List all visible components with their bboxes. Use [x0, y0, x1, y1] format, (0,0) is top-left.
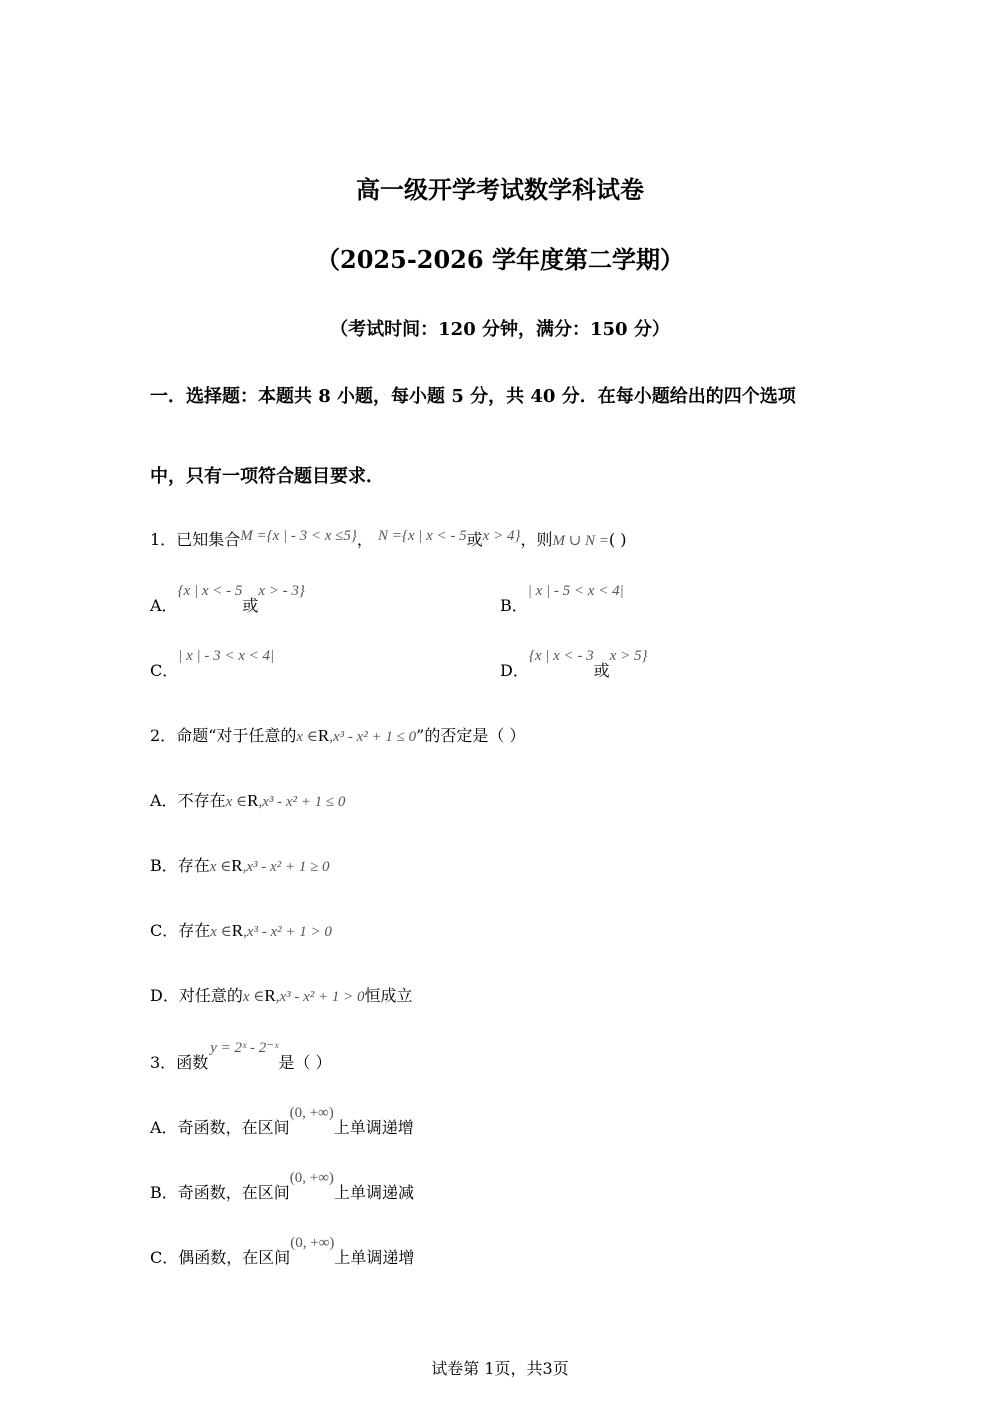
real-set-symbol: R [247, 791, 259, 810]
option-label: C． [150, 661, 179, 680]
question-text: 已知集合 [176, 530, 241, 549]
q3-option-b [150, 1170, 414, 1206]
exam-info: （考试时间：120 分钟，满分：150 分） [330, 319, 670, 340]
option-label: B． [150, 1183, 178, 1202]
option-d-formula-part2: x > 5} [609, 648, 648, 664]
option-d-formula-part1: {x | x < - 3 [528, 648, 594, 664]
then-text: ，则 [520, 530, 553, 549]
q1-option-b [500, 583, 624, 619]
option-label: B． [500, 596, 528, 615]
option-suffix: 上单调递减 [333, 1183, 414, 1202]
option-suffix: 上单调递增 [333, 1118, 414, 1137]
real-set-symbol: R [264, 986, 276, 1005]
option-suffix: 上单调递增 [334, 1248, 415, 1267]
question-number: 1． [150, 530, 177, 549]
option-text: 奇函数，在区间 [177, 1118, 290, 1137]
q2-option-a: A．不存在x ∈R,x³ - x² + 1 ≤ 0 [150, 789, 345, 814]
question-text: 命题“对于任意的 [176, 726, 297, 745]
option-text: 不存在 [177, 791, 226, 810]
question-1 [150, 528, 627, 553]
x-in-symbol: x ∈ [225, 794, 248, 810]
polynomial-formula: x³ - x² + 1 ≤ 0 [262, 794, 346, 810]
real-set-symbol: R [231, 856, 243, 875]
function-formula: y = 2ˣ - 2⁻ˣ [210, 1040, 279, 1056]
q1-option-a [150, 583, 305, 619]
x-in-symbol: x ∈ [209, 859, 232, 875]
option-text: 奇函数，在区间 [177, 1183, 290, 1202]
option-label: A． [150, 596, 178, 615]
exam-subtitle: （2025-2026 学年度第二学期） [316, 245, 684, 274]
q2-option-b: B．存在x ∈R,x³ - x² + 1 ≥ 0 [150, 854, 330, 879]
option-text: 存在 [177, 856, 210, 875]
q2-option-d: D．对任意的x ∈R,x³ - x² + 1 > 0恒成立 [150, 984, 413, 1009]
q1-option-c [150, 648, 275, 684]
option-label: D． [150, 986, 179, 1005]
interval-formula: (0, +∞) [289, 1170, 334, 1186]
question-suffix: 是（ ） [278, 1053, 332, 1072]
or-text: 或 [593, 661, 610, 680]
q1-option-d [500, 648, 648, 684]
question-suffix: ”的否定是（ ） [416, 726, 526, 745]
option-text: 对任意的 [178, 986, 243, 1005]
question-3 [150, 1040, 332, 1076]
or-text: 或 [466, 530, 483, 549]
interval-formula: (0, +∞) [289, 1105, 334, 1121]
answer-blank: ( ) [608, 530, 627, 549]
section-heading-line1: 一．选择题：本题共 8 小题，每小题 5 分，共 40 分．在每小题给出的四个选项 [150, 386, 796, 407]
q3-option-a [150, 1105, 414, 1141]
question-text: 函数 [176, 1053, 209, 1072]
question-number: 3． [150, 1053, 177, 1072]
set-n-formula-part2: x > 4} [482, 528, 521, 544]
set-n-formula-part1: N ={x | x < - 5 [377, 528, 467, 544]
real-set-symbol: R [231, 921, 244, 940]
x-in-symbol: x ∈ [242, 989, 265, 1005]
option-label: C． [150, 1248, 179, 1267]
question-2: 2．命题“对于任意的x ∈R,x³ - x² + 1 ≤ 0”的否定是（ ） [150, 724, 525, 749]
option-text: 偶函数，在区间 [178, 1248, 291, 1267]
option-label: A． [150, 791, 178, 810]
option-label: C． [150, 921, 179, 940]
option-label: B． [150, 856, 178, 875]
polynomial-formula: x³ - x² + 1 ≤ 0 [332, 729, 417, 745]
set-m-formula: M ={x | - 3 < x ≤5} [240, 528, 357, 544]
option-label: D． [500, 661, 529, 680]
page-footer: 试卷第 1页，共3页 [431, 1359, 569, 1378]
exam-title: 高一级开学考试数学科试卷 [356, 175, 644, 204]
q2-option-c: C．存在x ∈R,x³ - x² + 1 > 0 [150, 919, 332, 944]
real-set-symbol: R [317, 726, 330, 745]
polynomial-formula: x³ - x² + 1 ≥ 0 [246, 859, 330, 875]
interval-formula: (0, +∞) [290, 1235, 335, 1251]
q3-option-c [150, 1235, 415, 1271]
polynomial-formula: x³ - x² + 1 > 0 [246, 924, 332, 940]
option-a-formula-part2: x > - 3} [258, 583, 305, 599]
section-heading-line2: 中，只有一项符合题目要求． [150, 466, 384, 487]
option-b-formula: | x | - 5 < x < 4| [527, 583, 624, 599]
option-c-formula: | x | - 3 < x < 4| [178, 648, 275, 664]
union-formula: M ∪ N = [552, 533, 609, 549]
x-in-symbol: x ∈ [210, 924, 232, 940]
x-in-symbol: x ∈ [296, 729, 318, 745]
or-text: 或 [242, 596, 259, 615]
option-a-formula-part1: {x | x < - 5 [177, 583, 243, 599]
option-label: A． [150, 1118, 178, 1137]
comma: ， [356, 530, 373, 549]
polynomial-formula: x³ - x² + 1 > 0 [279, 989, 365, 1005]
option-suffix: 恒成立 [364, 986, 413, 1005]
option-text: 存在 [178, 921, 211, 940]
question-number: 2． [150, 726, 177, 745]
